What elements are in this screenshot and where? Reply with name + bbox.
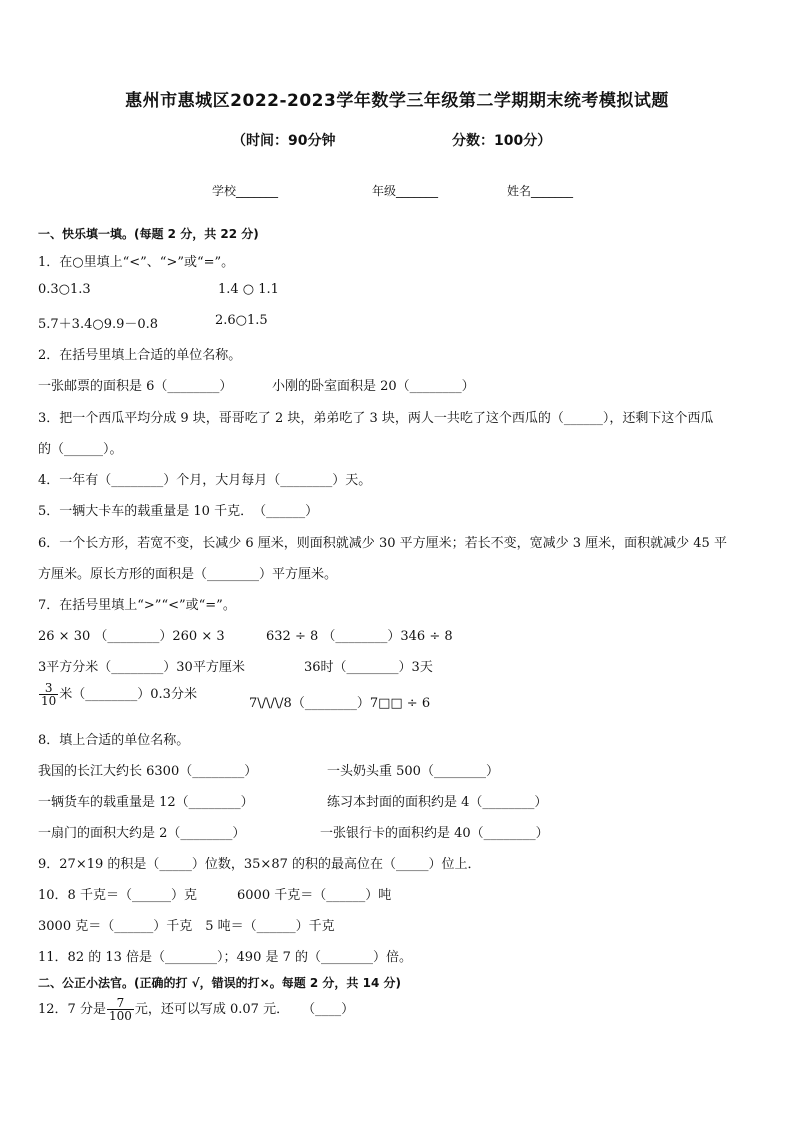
q1-c: 5.7＋3.4○9.9－0.8: [38, 317, 159, 332]
q8-e: 一扇门的面积大约是 2（________）: [38, 826, 246, 841]
q7-row2-b: 36时（________）3天: [304, 660, 433, 675]
fraction-numerator: 7: [107, 997, 134, 1010]
q8-f: 一张银行卡的面积约是 40（________）: [320, 826, 549, 841]
q2-b: 小刚的卧室面积是 20（________）: [272, 379, 475, 394]
q2-a: 一张邮票的面积是 6（________）: [38, 379, 233, 394]
fraction-denominator: 100: [108, 1009, 132, 1023]
q6-line1: 6．一个长方形，若宽不变，长减少 6 厘米，则面积就减少 30 平方厘米；若长不变，宽减少 3 厘米，面积就减少 45 平: [38, 536, 727, 551]
q1-d: 2.6○1.5: [215, 313, 268, 328]
q7-row3-a-text: 米（________）0.3分米: [59, 687, 197, 702]
q7-row1-b: 632 ÷ 8 （________）346 ÷ 8: [266, 629, 453, 644]
q1-b: 1.4 ○ 1.1: [218, 282, 279, 297]
q8-stem: 8．填上合适的单位名称。: [38, 733, 190, 748]
q8-a: 我国的长江大约长 6300（________）: [38, 764, 258, 779]
q7-row3-a: [38, 682, 197, 707]
fraction-denominator: 10: [41, 694, 57, 708]
q2-stem: 2．在括号里填上合适的单位名称。: [38, 348, 242, 363]
q7-row3-b: 7\/\/\/8（________）7□□ ÷ 6: [249, 696, 431, 711]
q12-prefix: 12．7 分是: [38, 1002, 106, 1017]
grade-field[interactable]: 年级_______: [372, 184, 439, 198]
q7-row2-a: 3平方分米（________）30平方厘米: [38, 660, 245, 675]
q6-line2: 方厘米。原长方形的面积是（________）平方厘米。: [38, 567, 338, 582]
q4: 4．一年有（________）个月，大月每月（________）天。: [38, 473, 372, 488]
section-1-heading: 一、快乐填一填。(每题 2 分，共 22 分): [38, 227, 259, 241]
exam-score: 分数：100分）: [452, 133, 552, 149]
q10-b: 6000 千克＝（______）吨: [237, 888, 392, 903]
q8-d: 练习本封面的面积约是 4（________）: [327, 795, 548, 810]
exam-time: （时间：90分钟: [232, 133, 336, 149]
school-field[interactable]: 学校_______: [212, 184, 279, 198]
q8-c: 一辆货车的载重量是 12（________）: [38, 795, 254, 810]
q8-b: 一头奶头重 500（________）: [327, 764, 499, 779]
q5: 5．一辆大卡车的载重量是 10 千克． （______）: [38, 504, 319, 519]
q3-line1: 3．把一个西瓜平均分成 9 块，哥哥吃了 2 块，弟弟吃了 3 块，两人一共吃了这个西瓜的（______），还剩下这个西瓜: [38, 411, 714, 426]
fraction-numerator: 3: [39, 682, 58, 695]
q3-line2: 的（______）。: [38, 442, 123, 457]
q12-suffix: 元，还可以写成 0.07 元． （____）: [134, 1002, 355, 1017]
q9: 9．27×19 的积是（_____）位数，35×87 的积的最高位在（_____）位上．: [38, 857, 481, 872]
q7-stem: 7．在括号里填上“>”“<”或“=”。: [38, 598, 236, 613]
q11: 11．82 的 13 倍是（________）；490 是 7 的（________）倍。: [38, 950, 413, 965]
q10-a: 10．8 千克＝（______）克: [38, 888, 197, 903]
q1-a: 0.3○1.3: [38, 282, 91, 297]
name-field[interactable]: 姓名_______: [507, 184, 574, 198]
q12: [38, 997, 354, 1022]
q7-row1-a: 26 × 30 （________）260 × 3: [38, 629, 225, 644]
fraction: [107, 997, 134, 1022]
page-title: 惠州市惠城区2022-2023学年数学三年级第二学期期末统考模拟试题: [125, 91, 669, 111]
q1-stem: 1．在○里填上“<”、“>”或“=”。: [38, 255, 235, 270]
fraction: [39, 682, 58, 707]
q10-c: 3000 克＝（______）千克 5 吨＝（______）千克: [38, 919, 335, 934]
section-2-heading: 二、公正小法官。(正确的打 √，错误的打×。每题 2 分，共 14 分): [38, 976, 401, 990]
